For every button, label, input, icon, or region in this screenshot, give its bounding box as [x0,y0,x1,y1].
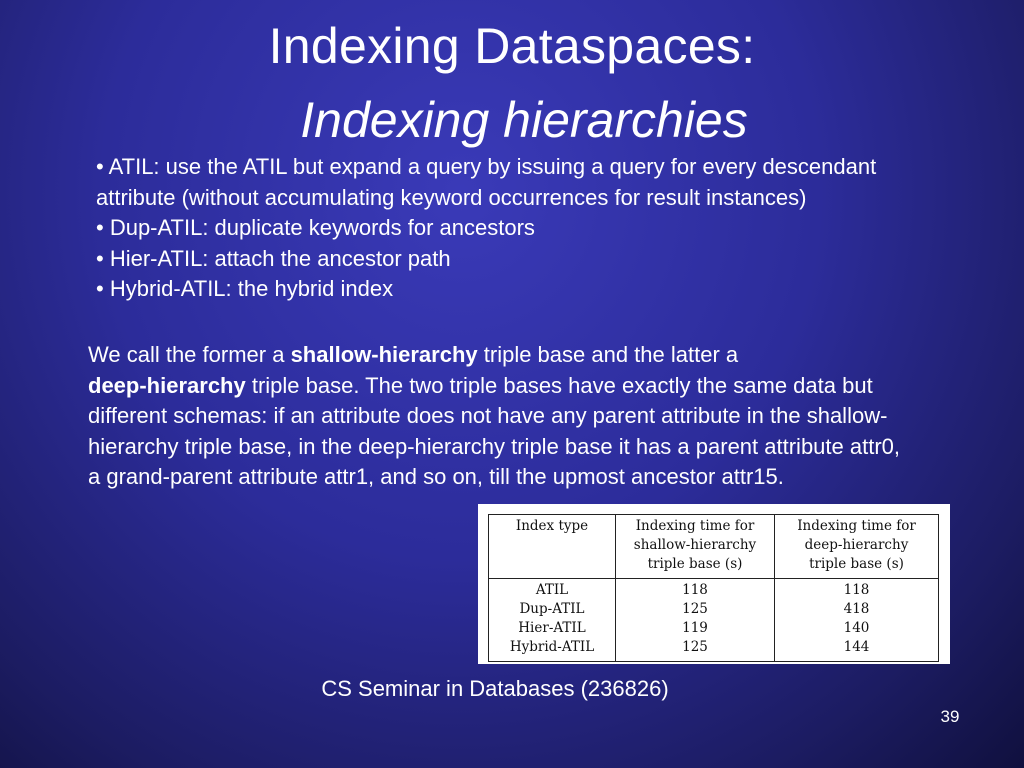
header-text: Index type [515,518,589,534]
cell-shallow-time: 125 [616,600,775,619]
header-text: triple base (s) [647,556,743,572]
header-deep-time [775,515,939,579]
header-index-type [489,515,616,579]
cell-deep-time: 418 [843,601,870,617]
cell-index-type: Dup-ATIL [489,600,616,619]
table-header-row [489,515,939,579]
table-row [489,579,939,601]
cell-shallow-time: 125 [616,638,775,662]
bullet-hier-atil: • Hier-ATIL: attach the ancestor path [96,245,451,271]
header-text: Indexing time for [797,518,916,534]
paragraph-text-2: triple base and the latter a [477,342,739,367]
description-paragraph [88,340,908,493]
cell-shallow-time: 119 [616,619,775,638]
page-number: 39 [940,707,960,726]
bullet-list [96,152,896,305]
table-row [489,600,939,619]
header-shallow-time [616,515,775,579]
bullet-atil: • ATIL: use the ATIL but expand a query by issuing a query for every descendant attribute (without accumulating keyword occurrences for result instances) [96,154,877,210]
header-text: deep-hierarchy [804,537,909,553]
header-text: triple base (s) [809,556,904,572]
slide-subtitle: Indexing hierarchies [300,92,748,148]
slide-footer: CS Seminar in Databases (236826) [321,676,669,701]
header-text: shallow-hierarchy [633,537,757,553]
table-row [489,619,939,638]
bullet-hybrid-atil: • Hybrid-ATIL: the hybrid index [96,276,394,301]
cell-deep-time: 140 [843,620,870,636]
cell-index-type: ATIL [489,579,616,601]
cell-shallow-time: 118 [616,579,775,601]
bullet-dup-atil: • Dup-ATIL: duplicate keywords for ancestors [96,215,535,240]
table-row [489,638,939,662]
paragraph-text-1: We call the former a [88,342,291,367]
cell-deep-time: 144 [843,639,870,655]
header-text: Indexing time for [635,518,755,534]
term-deep-hierarchy: deep-hierarchy [88,372,246,398]
slide-title: Indexing Dataspaces: [268,18,756,74]
cell-deep-time: 118 [843,582,870,598]
indexing-time-table [488,514,939,662]
cell-index-type: Hybrid-ATIL [489,638,616,662]
cell-index-type: Hier-ATIL [489,619,616,638]
paragraph-text-3: triple base. The two triple bases have exactly the same data but different schemas: if an attribute does not have any parent attribute in the shallow-hierarchy triple base, in the deep-hierarchy triple base it has a parent attribute attr0, a grand-parent attribute attr1, and so on, till the upmost ancestor attr15. [88,372,901,489]
indexing-time-table-image [478,504,950,664]
term-shallow-hierarchy: shallow-hierarchy [290,342,478,367]
